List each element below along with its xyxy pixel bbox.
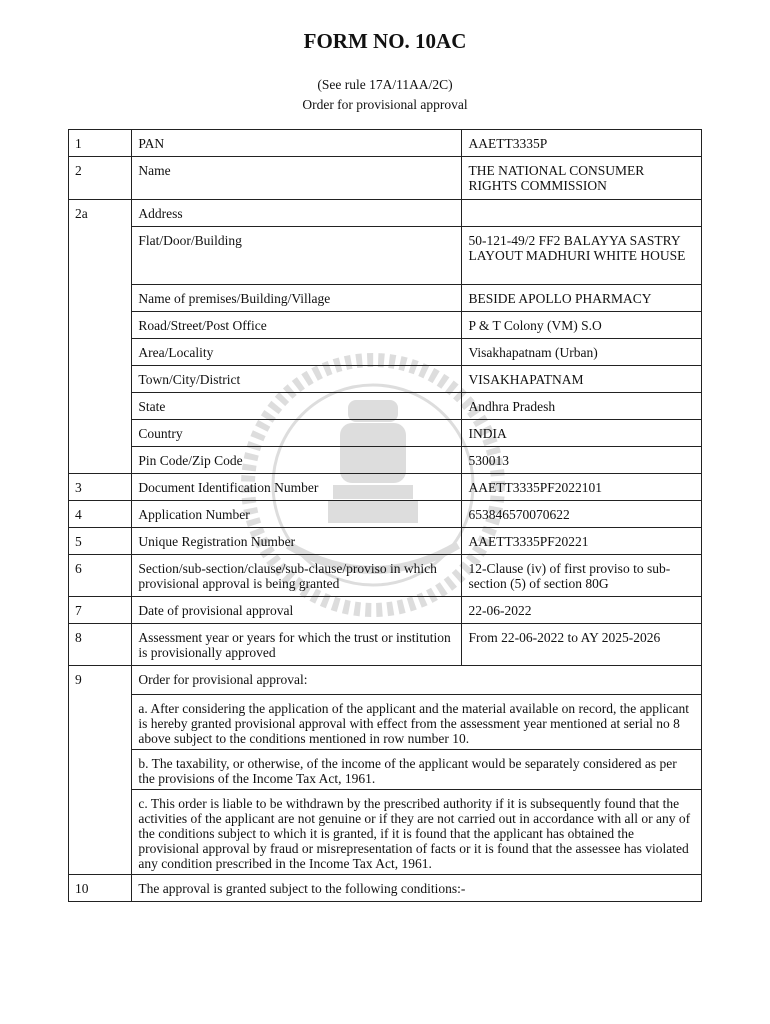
row-number: 9 (69, 666, 132, 875)
row-number: 8 (69, 624, 132, 666)
row-label: Town/City/District (132, 366, 462, 393)
table-row (69, 420, 702, 447)
row-label: Order for provisional approval: (132, 666, 702, 695)
row-label: State (132, 393, 462, 420)
table-row (69, 393, 702, 420)
row-value: AAETT3335PF2022101 (462, 474, 702, 501)
row-value: AAETT3335PF20221 (462, 528, 702, 555)
table-row (69, 750, 702, 790)
row-value: INDIA (462, 420, 702, 447)
table-row (69, 790, 702, 875)
table-row (69, 157, 702, 200)
row-label: Country (132, 420, 462, 447)
row-number: 5 (69, 528, 132, 555)
row-value: AAETT3335P (462, 130, 702, 157)
row-label: Unique Registration Number (132, 528, 462, 555)
table-row (69, 875, 702, 902)
table-row (69, 227, 702, 285)
row-value: 50-121-49/2 FF2 BALAYYA SASTRY LAYOUT MADHURI WHITE HOUSE (462, 227, 702, 285)
table-row (69, 555, 702, 597)
table-row (69, 366, 702, 393)
table-row (69, 474, 702, 501)
row-value: P & T Colony (VM) S.O (462, 312, 702, 339)
order-paragraph-c: c. This order is liable to be withdrawn by the prescribed authority if it is subsequently found that the activities of the applicant are not genuine or if they are not carried out in accordance with all or any of the conditions subject to which it is granted, if it is found that the applicant has obtained the provisional approval by fraud or misrepresentation of facts or it is found that the assessee has violated any condition prescribed in the Income Tax Act, 1961. (132, 790, 702, 875)
row-number: 7 (69, 597, 132, 624)
row-label: Document Identification Number (132, 474, 462, 501)
row-number: 10 (69, 875, 132, 902)
row-label: The approval is granted subject to the following conditions:- (132, 875, 702, 902)
table-row (69, 312, 702, 339)
table-row (69, 695, 702, 750)
row-value: Visakhapatnam (Urban) (462, 339, 702, 366)
table-row (69, 501, 702, 528)
row-label: Flat/Door/Building (132, 227, 462, 285)
row-number: 3 (69, 474, 132, 501)
order-paragraph-a: a. After considering the application of the applicant and the material available on record, the applicant is hereby granted provisional approval with effect from the assessment year mentioned at serial no 8 above subject to the conditions mentioned in row number 10. (132, 695, 702, 750)
row-value: 653846570070622 (462, 501, 702, 528)
table-row (69, 285, 702, 312)
form-rule: (See rule 17A/11AA/2C) (317, 77, 453, 92)
row-label: Section/sub-section/clause/sub-clause/proviso in which provisional approval is being granted (132, 555, 462, 597)
table-row (69, 624, 702, 666)
row-value: 530013 (462, 447, 702, 474)
table-row (69, 528, 702, 555)
row-value: VISAKHAPATNAM (462, 366, 702, 393)
row-label: Assessment year or years for which the trust or institution is provisionally approved (132, 624, 462, 666)
order-paragraph-b: b. The taxability, or otherwise, of the income of the applicant would be separately considered as per the provisions of the Income Tax Act, 1961. (132, 750, 702, 790)
table-row (69, 200, 702, 227)
row-value: 12-Clause (iv) of first proviso to sub-section (5) of section 80G (462, 555, 702, 597)
row-label: Name (132, 157, 462, 200)
row-label: Name of premises/Building/Village (132, 285, 462, 312)
row-value: From 22-06-2022 to AY 2025-2026 (462, 624, 702, 666)
row-label: Road/Street/Post Office (132, 312, 462, 339)
table-row (69, 130, 702, 157)
row-label: Address (132, 200, 462, 227)
form-title: FORM NO. 10AC (303, 29, 467, 53)
row-label: Pin Code/Zip Code (132, 447, 462, 474)
row-number: 2 (69, 157, 132, 200)
row-label: PAN (132, 130, 462, 157)
row-label: Application Number (132, 501, 462, 528)
row-value: THE NATIONAL CONSUMER RIGHTS COMMISSION (462, 157, 702, 200)
row-number: 4 (69, 501, 132, 528)
table-row (69, 666, 702, 695)
table-row (69, 339, 702, 366)
row-number: 2a (69, 200, 132, 474)
row-value: 22-06-2022 (462, 597, 702, 624)
form-subtitle: Order for provisional approval (302, 97, 468, 112)
row-label: Date of provisional approval (132, 597, 462, 624)
table-row (69, 597, 702, 624)
table-row (69, 447, 702, 474)
form-table (68, 129, 702, 902)
row-number: 1 (69, 130, 132, 157)
row-value: BESIDE APOLLO PHARMACY (462, 285, 702, 312)
row-number: 6 (69, 555, 132, 597)
row-value: Andhra Pradesh (462, 393, 702, 420)
row-label: Area/Locality (132, 339, 462, 366)
